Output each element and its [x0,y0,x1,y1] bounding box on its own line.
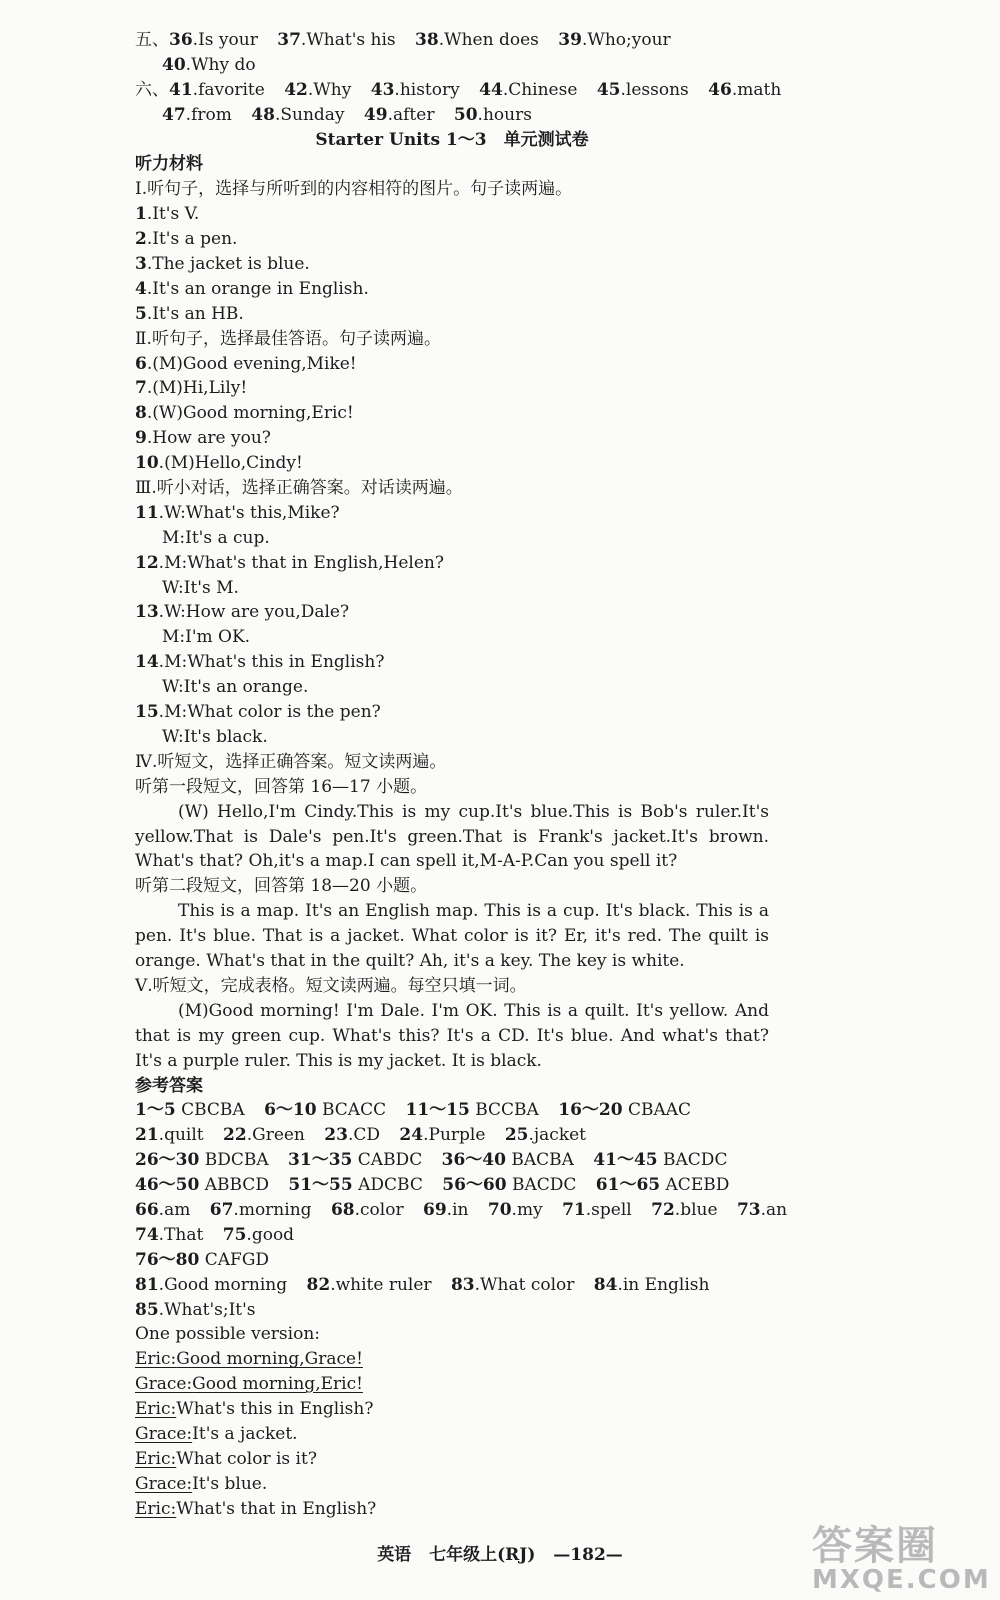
dialogue-line: 14.M:What's this in English? [135,652,385,673]
dialogue-line: Eric:What's that in English? [135,1498,377,1519]
list-item: 5.It's an HB. [135,303,244,324]
section-prefix: 六、 [135,79,169,100]
item-number: 44 [479,79,503,100]
answer-text: math [737,79,782,100]
item-number: 46 [708,79,732,100]
part3-title: Ⅲ.听小对话，选择正确答案。对话读两遍。 [135,478,463,499]
dialogue-line: Grace:It's a jacket. [135,1424,298,1445]
item-number: 45 [596,79,621,100]
answer-page [135,28,815,1522]
answer-row-40: 40.Why do [162,54,256,75]
item-number: 38 [415,30,439,50]
version-label: One possible version: [135,1324,320,1345]
answer-row: 21.quilt 22.Green 23.CD 24.Purple 25.jacket [135,1125,587,1146]
answer-text: Is your [198,30,258,50]
dialogue-line: Eric:What's this in English? [135,1399,374,1420]
answer-row: 46～50 ABBCD 51～55 ADCBC 56～60 BACDC 61～65 ACEBD [135,1175,730,1196]
list-item: 9.How are you? [135,428,271,449]
dialogue-line: Grace:Good morning,Eric! [135,1374,363,1395]
answer-text: Sunday [280,104,345,125]
list-item: 3.The jacket is blue. [135,254,310,275]
section-title: Starter Units 1～3 单元测试卷 [315,129,589,150]
item-number: 41 [169,79,193,100]
part5-title: Ⅴ.听短文，完成表格。短文读两遍。每空只填一词。 [135,975,527,996]
answer-row: 85.What's;It's [135,1299,256,1320]
answer-text: after [393,104,435,125]
answer-text: Why [313,79,352,100]
list-item: 6.(M)Good evening,Mike! [135,353,357,374]
item-number: 39 [558,30,582,50]
part4-sub1: 听第一段短文，回答第 16—17 小题。 [135,776,428,797]
item-number: 40 [162,54,186,75]
answer-row-47-50: 47.from 48.Sunday 49.after 50.hours [162,104,532,125]
answer-row-41-46: 六、41.favorite 42.Why 43.history 44.Chinese 45.lessons 46.math [135,79,782,100]
answer-row: 74.That 75.good [135,1224,295,1245]
answer-row: 1～5 CBCBA 6～10 BCACC 11～15 BCCBA 16～20 CBAAC [135,1100,692,1121]
dialogue-line: W:It's M. [162,577,239,598]
list-item: 1.It's V. [135,204,200,225]
dialogue-line: 12.M:What's that in English,Helen? [135,552,444,573]
answer-text: What's his [306,30,396,50]
answer-row: 81.Good morning 82.white ruler 83.What color 84.in English [135,1274,710,1295]
footer-subject: 英语 [377,1545,412,1565]
answer-row: 76～80 CAFGD [135,1249,270,1270]
answer-text: Why do [191,54,256,75]
answer-text: favorite [198,79,265,100]
footer-grade: 七年级上(RJ) [429,1545,536,1565]
item-number: 43 [370,79,395,100]
list-item: 10.(M)Hello,Cindy! [135,453,303,474]
list-item: 2.It's a pen. [135,229,238,250]
part4-paragraph2: This is a map. It's an English map. This is a cup. It's black. This is a pen. It's blue. That is a jacket. What color is it? Er, it's red. The quilt is orange. What's that in the quilt? Ah, it's a key. The key is white. [135,901,769,972]
item-number: 36 [169,30,193,50]
dialogue-line: M:It's a cup. [162,527,270,548]
dialogue-line: Eric:What color is it? [135,1448,317,1469]
part5-paragraph: (M)Good morning! I'm Dale. I'm OK. This is a quilt. It's yellow. And that is my green cup. What's this? It's a CD. It's blue. And what's that? It's a purple ruler. This is my jacket. It is black. [135,1000,769,1071]
dialogue-line: 11.W:What's this,Mike? [135,502,340,523]
dialogue-line: W:It's an orange. [162,677,309,698]
dialogue-line: Eric:Good morning,Grace! [135,1349,363,1370]
part4-paragraph1: (W) Hello,I'm Cindy.This is my cup.It's blue.This is Bob's ruler.It's yellow.That is Dale's pen.It's green.That is Frank's jacket.It's brown. What's that? Oh,it's a map.I can spell it,M-A-P.Can you spell it? [135,801,769,872]
answer-row-36-39: 五、36.Is your 37.What's his 38.When does 39.Who;your [135,30,671,50]
watermark-logo [812,1514,991,1595]
listening-heading: 听力材料 [135,154,203,175]
item-number: 42 [284,79,308,100]
answer-row: 66.am 67.morning 68.color 69.in 70.my 71.spell 72.blue 73.an [135,1200,788,1220]
dialogue-line: 13.W:How are you,Dale? [135,602,350,623]
answer-row: 26～30 BDCBA 31～35 CABDC 36～40 BACBA 41～45 BACDC [135,1150,728,1171]
watermark-bottom: MXQE.COM [812,1565,991,1595]
answer-text: from [191,104,232,125]
answer-text: Chinese [508,79,578,100]
item-number: 48 [251,104,275,125]
item-number: 49 [363,104,388,125]
part4-title: Ⅳ.听短文，选择正确答案。短文读两遍。 [135,751,447,772]
part1-title: Ⅰ.听句子，选择与所听到的内容相符的图片。句子读两遍。 [135,179,573,200]
answer-text: When does [444,30,539,50]
item-number: 47 [162,104,186,125]
list-item: 4.It's an orange in English. [135,278,369,299]
answer-text: history [399,79,460,100]
dialogue-line: W:It's black. [162,726,268,747]
watermark-top: 答案圈 [812,1523,938,1569]
item-number: 50 [453,104,478,125]
part4-sub2: 听第二段短文，回答第 18—20 小题。 [135,876,428,897]
list-item: 8.(W)Good morning,Eric! [135,403,354,424]
answers-heading: 参考答案 [135,1075,203,1096]
answer-text: Who;your [587,30,671,50]
footer-page-number: —182— [553,1545,623,1565]
part2-title: Ⅱ.听句子，选择最佳答语。句子读两遍。 [135,328,441,349]
dialogue-line: M:I'm OK. [162,627,251,648]
answer-text: lessons [625,79,689,100]
dialogue-line: Grace:It's blue. [135,1473,268,1494]
dialogue-line: 15.M:What color is the pen? [135,702,381,723]
section-prefix: 五、 [135,30,169,50]
answer-text: hours [482,104,532,125]
list-item: 7.(M)Hi,Lily! [135,378,248,399]
item-number: 37 [277,30,301,50]
